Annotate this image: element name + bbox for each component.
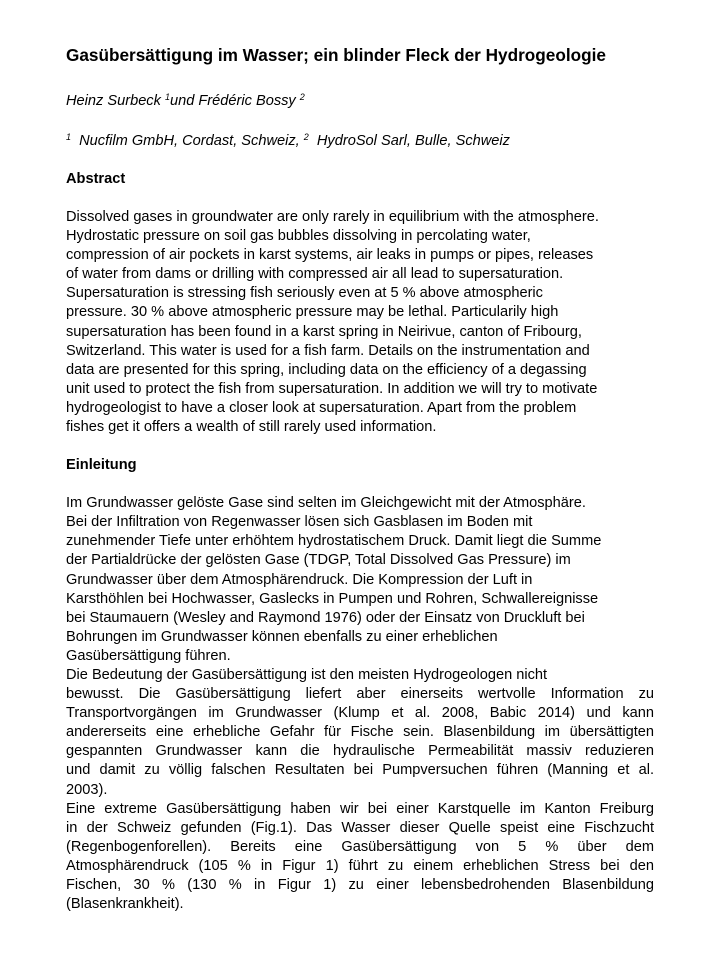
affiliation-2-superscript: 2: [303, 132, 309, 142]
affiliation-2: HydroSol Sarl, Bulle, Schweiz: [308, 133, 510, 149]
abstract-line: compression of air pockets in karst systems, air leaks in pumps or pipes, releases: [66, 247, 594, 264]
einleitung-line: Atmosphärendruck (105 % in Figur 1) führt zu einem erheblichen Stress bei den: [66, 857, 654, 874]
abstract-line: Supersaturation is stressing fish seriously even at 5 % above atmospheric: [66, 285, 543, 302]
einleitung-body: [66, 494, 654, 914]
einleitung-line: Fischen, 30 % (130 % in Figur 1) zu einer lebensbedrohenden Blasenbildung: [66, 877, 654, 893]
einleitung-line: andererseits eine erhebliche Gefahr für Fische sein. Blasenbildung im übersättigten: [66, 724, 654, 741]
einleitung-heading: Einleitung: [66, 457, 137, 474]
author-2: und Frédéric Bossy: [169, 93, 300, 109]
einleitung-line: 2003).: [66, 781, 108, 798]
author-1-superscript: 1: [164, 92, 170, 102]
einleitung-line: Die Bedeutung der Gasübersättigung ist den meisten Hydrogeologen nicht: [66, 666, 548, 683]
einleitung-line: und damit zu völlig falschen Resultaten bei Pumpversuchen führen (Manning et al.: [66, 762, 654, 779]
authors-line: [66, 87, 654, 111]
einleitung-line: (Blasenkrankheit).: [66, 896, 184, 913]
abstract-heading: Abstract: [66, 171, 126, 187]
einleitung-line: Karsthöhlen bei Hochwasser, Gaslecks in Pumpen und Rohren, Schwallereignisse: [66, 590, 599, 607]
affiliation-1: Nucfilm GmbH, Cordast, Schweiz,: [71, 133, 304, 149]
einleitung-line: gespannten Grundwasser kann die hydraulische Permeabilität massiv reduzieren: [66, 743, 654, 760]
paper-title: Gasübersättigung im Wasser; ein blinder Fleck der Hydrogeologie: [66, 45, 606, 65]
abstract-line: Hydrostatic pressure on soil gas bubbles dissolving in percolating water,: [66, 228, 531, 245]
affiliation-1-superscript: 1: [66, 132, 72, 142]
author-1: Heinz Surbeck: [66, 93, 165, 109]
einleitung-line: Grundwasser über dem Atmosphärendruck. Die Kompression der Luft in: [66, 571, 533, 588]
einleitung-line: Bohrungen im Grundwasser können ebenfalls zu einer erheblichen: [66, 628, 498, 645]
abstract-line: Switzerland. This water is used for a fish farm. Details on the instrumentation and: [66, 342, 590, 359]
abstract-line: fishes get it offers a wealth of still rarely used information.: [66, 419, 437, 436]
abstract-body: [66, 208, 654, 437]
document-page: [66, 43, 654, 914]
affiliations-line: [66, 127, 654, 151]
einleitung-line: zunehmender Tiefe unter erhöhtem hydrostatischem Druck. Damit liegt die Summe: [66, 533, 602, 550]
einleitung-line: bei Staumauern (Wesley and Raymond 1976) oder der Einsatz von Druckluft bei: [66, 609, 585, 626]
abstract-line: hydrogeologist to have a closer look at supersaturation. Apart from the problem: [66, 399, 577, 416]
abstract-line: unit used to protect the fish from supersaturation. In addition we will try to motivate: [66, 380, 598, 397]
einleitung-line: Eine extreme Gasübersättigung haben wir bei einer Karstquelle im Kanton Freiburg: [66, 800, 654, 817]
einleitung-line: Gasübersättigung führen.: [66, 647, 231, 664]
abstract-line: of water from dams or drilling with compressed air all lead to supersaturation.: [66, 266, 564, 283]
einleitung-line: der Partialdrücke der gelösten Gase (TDGP, Total Dissolved Gas Pressure) im: [66, 552, 571, 569]
einleitung-line: (Regenbogenforellen). Bereits eine Gasübersättigung von 5 % über dem: [66, 838, 654, 855]
author-2-superscript: 2: [299, 92, 305, 102]
abstract-line: pressure. 30 % above atmospheric pressure may be lethal. Particularily high: [66, 304, 559, 321]
abstract-line: supersaturation has been found in a karst spring in Neirivue, canton of Fribourg,: [66, 323, 582, 340]
einleitung-line: Im Grundwasser gelöste Gase sind selten im Gleichgewicht mit der Atmosphäre.: [66, 495, 586, 512]
einleitung-line: Bei der Infiltration von Regenwasser lösen sich Gasblasen im Boden mit: [66, 514, 533, 531]
abstract-line: Dissolved gases in groundwater are only rarely in equilibrium with the atmosphere.: [66, 209, 599, 225]
einleitung-line: in der Schweiz gefunden (Fig.1). Das Wasser dieser Quelle speist eine Fischzucht: [66, 819, 654, 836]
einleitung-line: bewusst. Die Gasübersättigung liefert aber einerseits wertvolle Information zu: [66, 686, 654, 703]
abstract-line: data are presented for this spring, including data on the efficiency of a degassing: [66, 361, 587, 378]
einleitung-line: Transportvorgängen im Grundwasser (Klump et al. 2008, Babic 2014) und kann: [66, 705, 654, 722]
